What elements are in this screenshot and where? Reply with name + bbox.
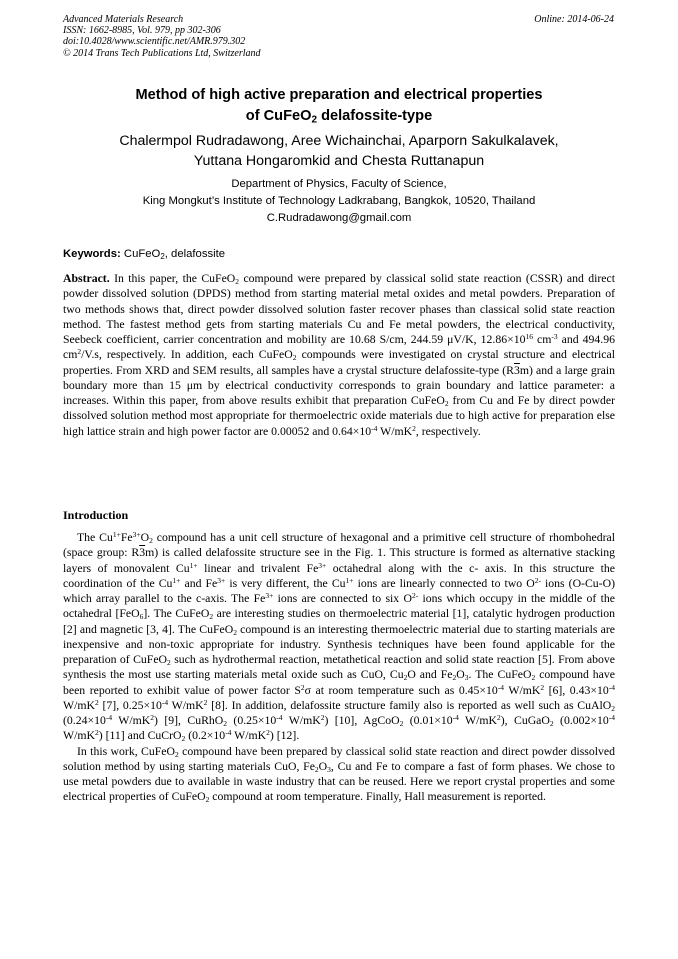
power-factor-symbol: $S^2\sigma$ bbox=[294, 682, 311, 697]
affiliation-line-2: King Mongkut’s Institute of Technology Ladkrabang, Bangkok, 10520, Thailand bbox=[142, 194, 536, 207]
author-email[interactable]: C.Rudradawong@gmail.com bbox=[266, 212, 412, 224]
authors-line-1: Chalermpol Rudradawong, Aree Wichainchai, Aparporn Sakulkalavek, bbox=[119, 133, 559, 149]
affiliation bbox=[63, 176, 615, 209]
journal-doi[interactable]: doi:10.4028/www.scientific.net/AMR.979.302 bbox=[63, 36, 246, 48]
space-group-symbol: R3m bbox=[131, 546, 155, 560]
journal-copyright: © 2014 Trans Tech Publications Ltd, Switzerland bbox=[63, 47, 261, 59]
affiliation-line-1: Department of Physics, Faculty of Science, bbox=[231, 178, 447, 190]
abstract-label: Abstract. bbox=[63, 272, 110, 285]
keywords: Keywords: CuFeO$_2$, delafossite bbox=[63, 248, 226, 261]
journal-name: Advanced Materials Research bbox=[63, 14, 184, 25]
introduction-body bbox=[63, 530, 615, 805]
introduction-heading: Introduction bbox=[63, 508, 129, 522]
intro-paragraph-1: The $Cu^{1+}Fe^{3+}O_2$ compound has a unit cell structure of hexagonal and a primitive cell structure of rhombohedral (space group: R3m) is called delafossite structure see in the Fig. 1. This structure is formed as alternative stacking layers of monovalent $Cu^{1+}$ linear and trivalent $Fe^{3+}$ octahedral along with the c- axis. In this structure the coordination of the $Cu^{1+}$ and $Fe^{3+}$ is very different, the $Cu^{1+}$ ions are linearly connected to two $O^{2-}$ ions (O-Cu-O) which array parallel to the c-axis. The $Fe^{3+}$ ions are connected to six $O^{2-}$ ions which occupy in the middle of the octahedral [FeO$_6$]. The CuFeO$_2$ are interesting studies on thermoelectric material [1], catalytic hydrogen production [2] and magnetic [3, 4]. The CuFeO$_2$ compound is an interesting thermoelectric material due to starting materials are inexpensive and non-toxic appropriate for industry. Synthesis techniques have been found applicable for the preparation of CuFeO$_2$ such as hydrothermal reaction, metathetical reaction and solid state reaction [5]. From above synthesis the most use starting materials metal oxide such as CuO, $Cu_2O$ and $Fe_2O_3$. The CuFeO$_2$ compound have been reported to exhibit value of power factor $S^2\sigma$ at room temperature such as $0.45\times 10^{-4}$ $W/mK^2$ [6], $0.43\times 10^{-4}$ $W/mK^2$ [7], $0.25\times 10^{-4}$ $W/mK^2$ [8]. In addition, delafossite structure family also is reported as well such as CuAlO$_2$ ($0.24\times 10^{-4}$ $W/mK^2$) [9], CuRhO$_2$ ($0.25\times 10^{-4}$ $W/mK^2$) [10], AgCoO$_2$ ($0.01\times 10^{-4}$ $W/mK^2$), CuGaO$_2$ ($0.002\times 10^{-4}$ $W/mK^2$) [11] and CuCrO$_2$ ($0.2\times 10^{-4}$ $W/mK^2$) [12]. bbox=[63, 529, 616, 744]
author-list bbox=[63, 131, 615, 171]
journal-header bbox=[63, 14, 261, 59]
title-line-2: of CuFeO$_2$ delafossite-type bbox=[245, 108, 433, 126]
abstract: Abstract. In this paper, the CuFeO$_2$ compound were prepared by classical solid state reaction (CSSR) and direct powder dissolved solution (DPDS) method from starting material metal oxides and metal powders. Preparation of two methods shows that, direct powder dissolved solution faster recover phases than classical solid state reaction method. The fastest method gets from starting materials Cu and Fe metal powders, the electrical conductivity, Seebeck coefficient, carrier concentration and mobility are 10.68 S/cm, 244.59 μV/K, $12.86\times 10^{16}$ $cm^{-3}$ and 494.96 $cm^2/V.s$, respectively. In addition, each CuFeO$_2$ compounds were investigated on crystal structure and electrical properties. From XRD and SEM results, all samples have a crystal structure delafossite-type (R3m) and a large grain boundary more than 15 μm by electrical conductivity corresponds to grain boundary and lattice parameter: a increases. Within this paper, from above results exhibit that preparation CuFeO$_2$ from Cu and Fe by direct powder dissolved solution method most appropriate for thermoelectric oxide materials due to high active for preparation else high lattice strain and high power factor are 0.00052 and $0.64\times 10^{-4}$ $W/mK^2$, respectively. bbox=[63, 272, 616, 438]
space-group-symbol: R3m bbox=[506, 363, 530, 377]
authors-line-2: Yuttana Hongaromkid and Chesta Ruttanapun bbox=[193, 153, 485, 169]
intro-paragraph-2: In this work, CuFeO$_2$ compound have been prepared by classical solid state reaction and direct powder dissolved solution method by using starting materials CuO, $Fe_2O_3$, Cu and Fe to compare a fast of form phases. We chose to use metal powders due to available in waste industry that can be reused. Here we report crystal properties and some electrical properties of CuFeO$_2$ compound at room temperature. Finally, Hall measurement is reported. bbox=[63, 744, 615, 805]
online-date: Online: 2014-06-24 bbox=[534, 14, 614, 25]
keywords-label: Keywords: bbox=[63, 248, 121, 260]
paper-title bbox=[63, 85, 615, 127]
title-line-1: Method of high active preparation and electrical properties bbox=[135, 87, 543, 103]
journal-issn: ISSN: 1662-8985, Vol. 979, pp 302-306 bbox=[63, 25, 221, 37]
